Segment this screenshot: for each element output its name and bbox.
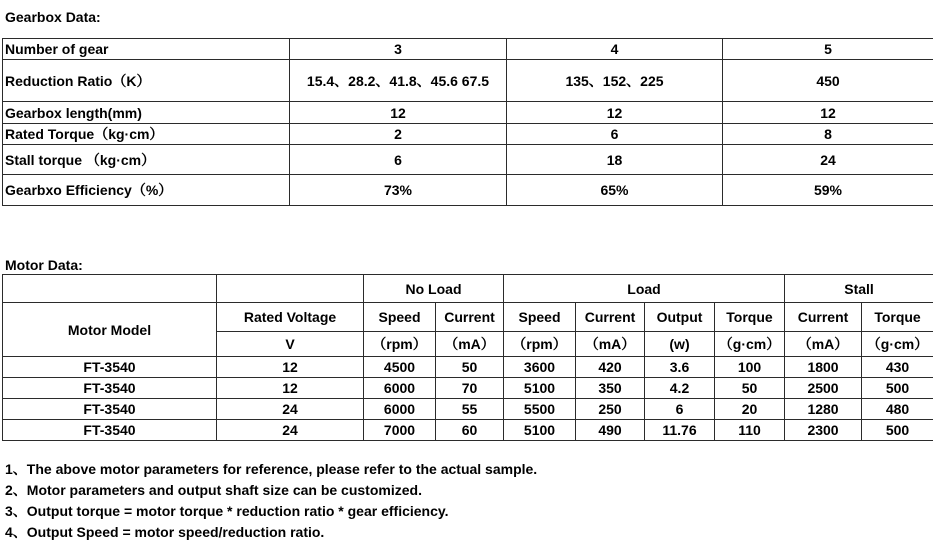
table-cell: 12 <box>507 102 723 124</box>
table-cell: 60 <box>436 420 504 441</box>
table-cell: 20 <box>715 399 785 420</box>
table-cell: 73% <box>290 175 507 206</box>
gearbox-header-label: Number of gear <box>3 39 290 60</box>
note-item: 4、Output Speed = motor speed/reduction ratio. <box>5 524 325 540</box>
blank-cell <box>3 275 217 303</box>
table-cell: 6000 <box>364 378 436 399</box>
voltage-cell: 12 <box>217 357 364 378</box>
table-cell: 12 <box>290 102 507 124</box>
no-load-group-header: No Load <box>364 275 504 303</box>
table-cell: 100 <box>715 357 785 378</box>
table-cell: 1800 <box>785 357 862 378</box>
table-cell: 6 <box>290 145 507 175</box>
table-cell: 2 <box>290 124 507 145</box>
note-item: 3、Output torque = motor torque * reduction ratio * gear efficiency. <box>5 503 449 519</box>
gearbox-row <box>3 102 933 124</box>
table-cell: 15.4、28.2、41.8、45.6 67.5 <box>290 60 507 102</box>
column-header: Torque <box>862 303 933 332</box>
table-cell: 4.2 <box>645 378 715 399</box>
table-row <box>3 378 933 399</box>
gearbox-header-row <box>3 39 933 60</box>
voltage-cell: 24 <box>217 420 364 441</box>
unit-cell: （rpm） <box>364 332 436 357</box>
row-label: Gearbxo Efficiency（%） <box>3 175 290 206</box>
column-header: Speed <box>364 303 436 332</box>
unit-cell: (w) <box>645 332 715 357</box>
table-cell: 1280 <box>785 399 862 420</box>
table-cell: 420 <box>576 357 645 378</box>
table-cell: 4500 <box>364 357 436 378</box>
table-cell: 50 <box>715 378 785 399</box>
table-cell: 2300 <box>785 420 862 441</box>
motor-model-cell: FT-3540 <box>3 399 217 420</box>
unit-cell: （mA） <box>576 332 645 357</box>
table-cell: 7000 <box>364 420 436 441</box>
column-header: Current <box>785 303 862 332</box>
table-cell: 59% <box>723 175 933 206</box>
table-cell: 135、152、225 <box>507 60 723 102</box>
unit-cell: （g·cm） <box>715 332 785 357</box>
voltage-cell: 12 <box>217 378 364 399</box>
table-row <box>3 420 933 441</box>
table-cell: 6 <box>507 124 723 145</box>
motor-group-header-row <box>3 275 933 303</box>
table-cell: 70 <box>436 378 504 399</box>
table-cell: 110 <box>715 420 785 441</box>
motor-model-header: Motor Model <box>3 303 217 357</box>
gearbox-row <box>3 145 933 175</box>
gearbox-row <box>3 60 933 102</box>
row-label: Reduction Ratio（K） <box>3 60 290 102</box>
table-cell: 5100 <box>504 420 576 441</box>
row-label: Stall torque （kg·cm） <box>3 145 290 175</box>
table-cell: 3600 <box>504 357 576 378</box>
gear-count-cell: 5 <box>723 39 933 60</box>
table-cell: 65% <box>507 175 723 206</box>
motor-subheader-row <box>3 303 933 332</box>
table-cell: 18 <box>507 145 723 175</box>
gearbox-table <box>2 38 933 206</box>
table-cell: 430 <box>862 357 933 378</box>
column-header: Current <box>436 303 504 332</box>
table-cell: 500 <box>862 378 933 399</box>
unit-cell: （rpm） <box>504 332 576 357</box>
table-cell: 12 <box>723 102 933 124</box>
row-label: Gearbox length(mm) <box>3 102 290 124</box>
table-row <box>3 357 933 378</box>
blank-cell <box>217 275 364 303</box>
table-cell: 50 <box>436 357 504 378</box>
stall-group-header: Stall <box>785 275 933 303</box>
motor-model-cell: FT-3540 <box>3 357 217 378</box>
column-header: Current <box>576 303 645 332</box>
table-cell: 2500 <box>785 378 862 399</box>
note-item: 2、Motor parameters and output shaft size can be customized. <box>5 482 422 498</box>
note-item: 1、The above motor parameters for reference, please refer to the actual sample. <box>5 461 538 477</box>
table-cell: 11.76 <box>645 420 715 441</box>
unit-cell: （mA） <box>785 332 862 357</box>
rated-voltage-header: Rated Voltage <box>217 303 364 332</box>
table-cell: 350 <box>576 378 645 399</box>
table-cell: 24 <box>723 145 933 175</box>
table-cell: 250 <box>576 399 645 420</box>
table-cell: 3.6 <box>645 357 715 378</box>
voltage-unit: V <box>217 332 364 357</box>
table-row <box>3 399 933 420</box>
table-cell: 6 <box>645 399 715 420</box>
gearbox-section-title: Gearbox Data: <box>5 9 101 25</box>
table-cell: 500 <box>862 420 933 441</box>
table-cell: 8 <box>723 124 933 145</box>
column-header: Torque <box>715 303 785 332</box>
motor-table <box>2 274 933 441</box>
table-cell: 450 <box>723 60 933 102</box>
column-header: Output <box>645 303 715 332</box>
motor-model-cell: FT-3540 <box>3 420 217 441</box>
unit-cell: （mA） <box>436 332 504 357</box>
row-label: Rated Torque（kg·cm） <box>3 124 290 145</box>
load-group-header: Load <box>504 275 785 303</box>
table-cell: 480 <box>862 399 933 420</box>
gear-count-cell: 3 <box>290 39 507 60</box>
table-cell: 6000 <box>364 399 436 420</box>
table-cell: 55 <box>436 399 504 420</box>
gear-count-cell: 4 <box>507 39 723 60</box>
table-cell: 5100 <box>504 378 576 399</box>
table-cell: 5500 <box>504 399 576 420</box>
gearbox-row <box>3 175 933 206</box>
voltage-cell: 24 <box>217 399 364 420</box>
gearbox-row <box>3 124 933 145</box>
table-cell: 490 <box>576 420 645 441</box>
column-header: Speed <box>504 303 576 332</box>
motor-section-title: Motor Data: <box>5 257 83 273</box>
motor-model-cell: FT-3540 <box>3 378 217 399</box>
notes-list <box>5 459 537 543</box>
unit-cell: （g·cm） <box>862 332 933 357</box>
